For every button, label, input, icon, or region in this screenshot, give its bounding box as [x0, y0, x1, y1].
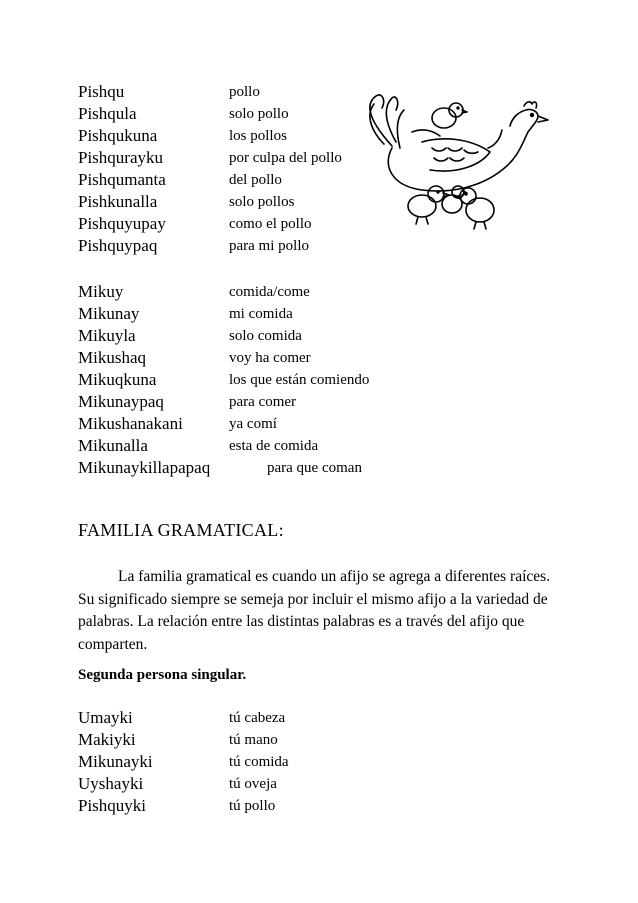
vocab-gloss: pollo	[229, 84, 260, 100]
vocab-term: Mikunay	[78, 304, 140, 323]
section-heading: FAMILIA GRAMATICAL:	[78, 520, 284, 540]
vocab-gloss: tú comida	[229, 754, 289, 770]
subsection-heading: Segunda persona singular.	[78, 667, 247, 683]
vocab-gloss: los pollos	[229, 128, 287, 144]
vocab-term: Pishquyupay	[78, 214, 166, 233]
vocab-gloss: tú oveja	[229, 776, 277, 792]
vocab-term: Pishqumanta	[78, 170, 166, 189]
vocab-gloss: ya comí	[229, 416, 277, 432]
vocab-term: Mikushaq	[78, 348, 146, 367]
vocab-gloss: los que están comiendo	[229, 372, 370, 388]
vocab-term: Pishkunalla	[78, 192, 158, 211]
vocab-gloss: para comer	[229, 394, 297, 410]
vocab-gloss: tú mano	[229, 732, 278, 748]
vocab-term: Pishqurayku	[78, 148, 163, 167]
vocab-term: Mikuy	[78, 282, 124, 301]
vocab-gloss: solo pollo	[229, 106, 289, 122]
vocab-term: Mikunaypaq	[78, 392, 164, 411]
vocab-term: Pishquypaq	[78, 236, 158, 255]
vocab-term: Mikunaykillapapaq	[78, 458, 211, 477]
hen-with-chicks-illustration	[352, 86, 552, 236]
definition-paragraph: La familia gramatical es cuando un afijo se agrega a diferentes raíces. Su significado siempre se semeja por incluir el mismo afijo a la variedad de palabras. La relación entre las distintas palabras es a través del afijo que comparten.	[78, 568, 551, 653]
vocab-gloss: para que coman	[267, 460, 362, 476]
vocab-term: Uyshayki	[78, 774, 144, 793]
vocab-gloss: tú pollo	[229, 798, 276, 814]
vocab-gloss: solo pollos	[229, 194, 295, 210]
vocab-gloss: solo comida	[229, 328, 302, 344]
vocab-term: Mikunayki	[78, 752, 153, 771]
vocab-term: Mikushanakani	[78, 414, 183, 433]
vocab-term: Mikunalla	[78, 436, 148, 455]
vocab-gloss: tú cabeza	[229, 710, 286, 726]
vocab-gloss: por culpa del pollo	[229, 150, 342, 166]
vocab-term: Pishqukuna	[78, 126, 158, 145]
vocab-gloss: para mi pollo	[229, 238, 309, 254]
vocab-gloss: como el pollo	[229, 216, 312, 232]
vocab-term: Umayki	[78, 708, 133, 727]
vocab-term: Mikuyla	[78, 326, 136, 345]
vocab-gloss: mi comida	[229, 306, 293, 322]
vocab-term: Pishqula	[78, 104, 137, 123]
vocab-term: Pishqu	[78, 82, 125, 101]
vocab-term: Mikuqkuna	[78, 370, 157, 389]
vocab-gloss: del pollo	[229, 172, 282, 188]
vocab-gloss: esta de comida	[229, 438, 319, 454]
vocab-gloss: voy ha comer	[229, 350, 311, 366]
vocab-term: Makiyki	[78, 730, 136, 749]
vocab-term: Pishquyki	[78, 796, 147, 815]
vocab-gloss: comida/come	[229, 284, 310, 300]
